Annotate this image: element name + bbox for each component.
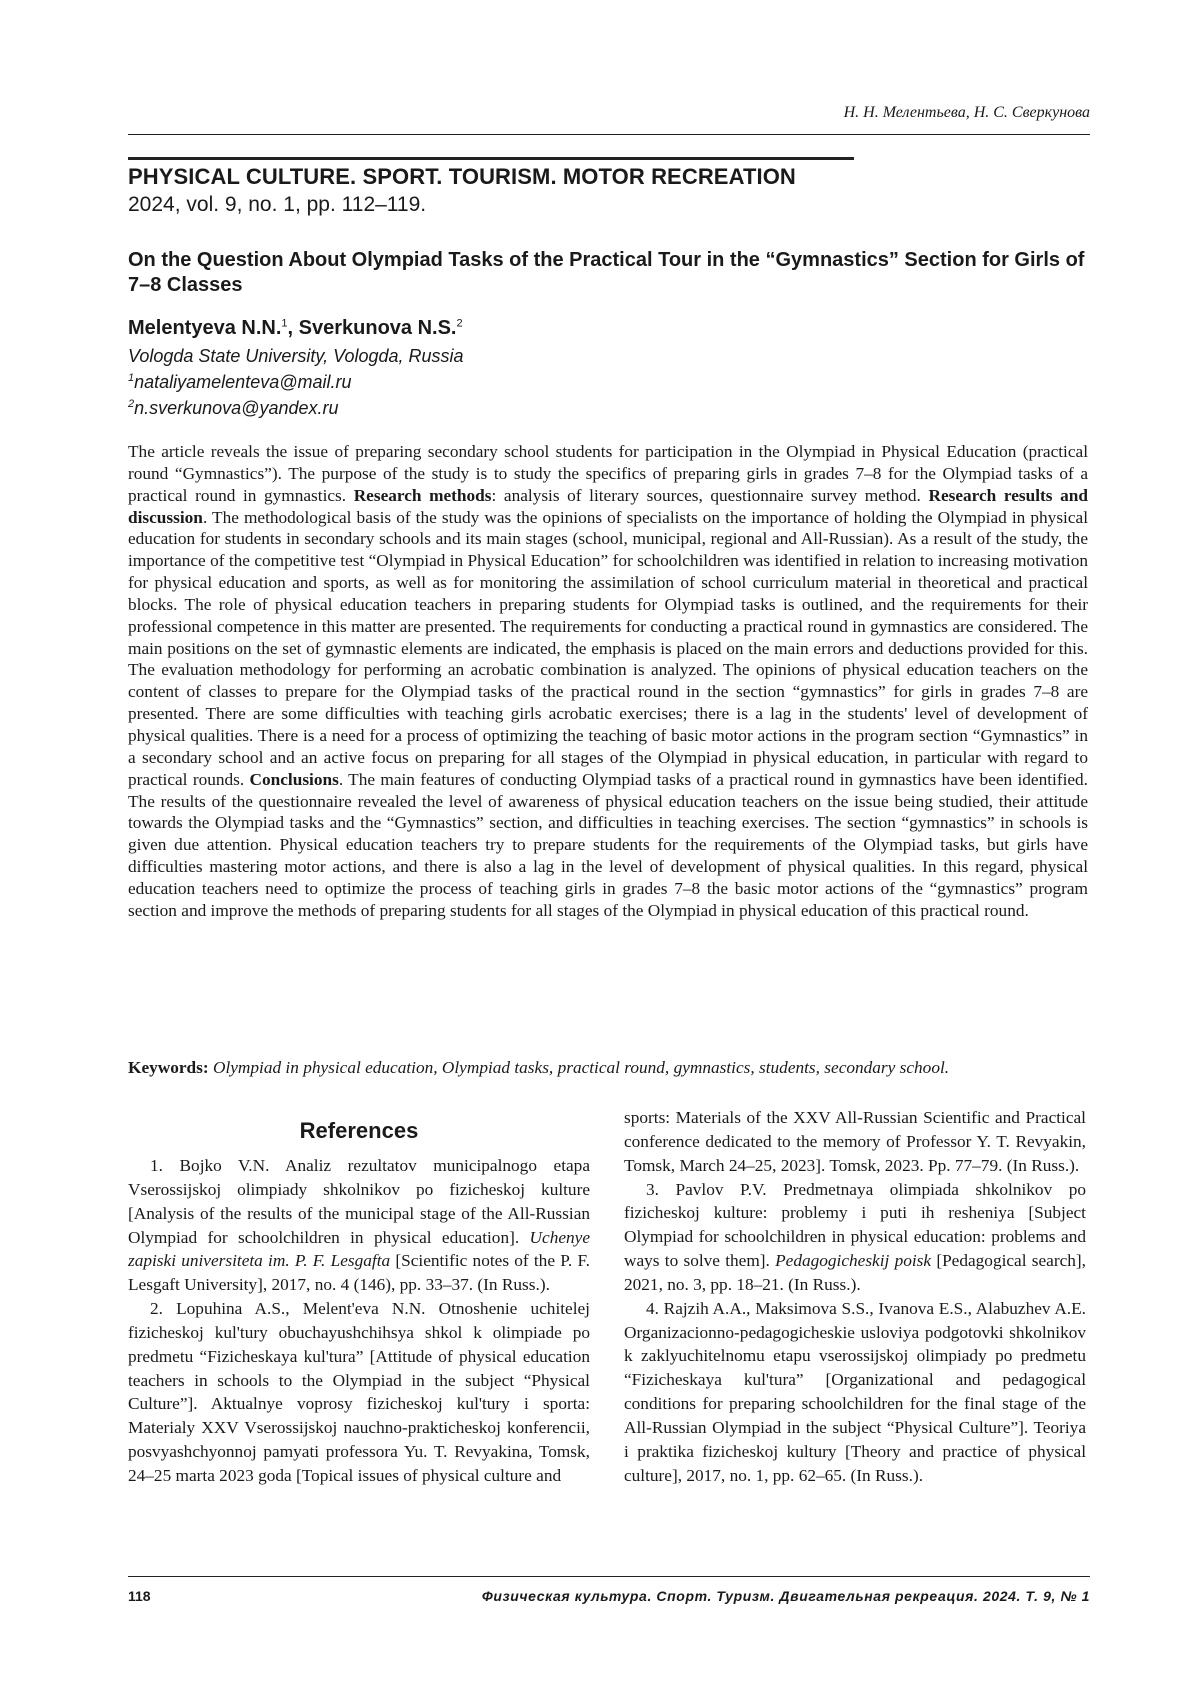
authors: [128, 317, 463, 340]
abstract: [128, 441, 1088, 922]
author-2: Sverkunova N.S.: [298, 317, 457, 339]
reference-2: [128, 1297, 590, 1488]
footer-journal-title: Физическая культура. Спорт. Туризм. Двигательная рекреация. 2024. Т. 9, № 1: [481, 1588, 1090, 1604]
footer-divider: [128, 1576, 1090, 1577]
reference-2-continued: sports: Materials of the XXV All-Russian Scientific and Practical conference dedicated to the memory of Professor Y. T. Revyakin, Tomsk, March 24–25, 2023]. Tomsk, 2023. Pp. 77–79. (In Russ.).: [624, 1108, 1086, 1175]
running-head: Н. Н. Мелентьева, Н. С. Сверкунова: [843, 104, 1090, 121]
keywords-label: Keywords:: [128, 1058, 209, 1077]
email-1[interactable]: [128, 372, 352, 393]
email-1-index: 1: [128, 372, 135, 384]
abstract-conclusions: . The main features of conducting Olympiad tasks of a practical round in gymnastics have been identified. The results of the questionnaire revealed the level of awareness of physical education teachers on the issue being studied, their attitude towards the Olympiad tasks and the “Gymnastics” section, and difficulties in teaching exercises. The section “gymnastics” in schools is given due attention. Physical education teachers try to prepare students for the requirements of the Olympiad tasks, but girls have difficulties mastering motor actions, and there is also a lag in the level of development of physical qualities. In this regard, physical education teachers need to optimize the process of teaching girls in grades 7–8 the basic motor actions of the “gymnastics” program section and improve the methods of preparing students for all stages of the Olympiad in physical education of this practical round.: [128, 769, 1089, 920]
conclusions-label: Conclusions: [249, 769, 339, 789]
keywords: [128, 1058, 1088, 1078]
article-title: On the Question About Olympiad Tasks of the Practical Tour in the “Gymnastics” Section for Girls of 7–8 Classes: [128, 249, 1085, 296]
reference-3: [624, 1178, 1086, 1297]
email-2-index: 2: [128, 398, 135, 410]
reference-3-tail: [Pedagogical search], 2021, no. 3, pp. 18–21. (In Russ.).: [624, 1251, 1086, 1294]
reference-1-journal: Uchenye zapiski universiteta im. P. F. Lesgafta: [128, 1227, 590, 1271]
author-2-index: 2: [456, 317, 463, 330]
journal-issue: 2024, vol. 9, no. 1, pp. 112–119.: [128, 193, 427, 216]
journal-title: PHYSICAL CULTURE. SPORT. TOURISM. MOTOR RECREATION: [128, 164, 796, 189]
reference-1: [128, 1154, 590, 1297]
references-column-left: [128, 1154, 590, 1488]
page-number: 118: [128, 1588, 151, 1604]
reference-4: [624, 1297, 1086, 1488]
reference-3-journal: Pedagogicheskij poisk: [775, 1251, 932, 1271]
author-separator: ,: [287, 317, 299, 339]
abstract-intro: The article reveals the issue of preparing secondary school students for participation in the Olympiad in Physical Education (practical round “Gymnastics”). The purpose of the study is to study the specifics of preparing girls in grades 7–8 for the Olympiad tasks of a practical round in gymnastics.: [128, 442, 1088, 505]
email-1-address[interactable]: nataliyamelenteva@mail.ru: [134, 372, 352, 392]
methods-label: Research methods: [353, 485, 492, 505]
reference-1-main: 1. Bojko V.N. Analiz rezultatov municipalnogo etapa Vserossijskoj olimpiady shkolnikov po fizicheskoj kulture [Analysis of the results of the municipal stage of the All-Russian Olympiad for schoolchildren in physical education].: [128, 1156, 590, 1247]
reference-1-tail: [Scientific notes of the P. F. Lesgaft University], 2017, no. 4 (146), pp. 33–37. (In Russ.).: [128, 1251, 590, 1295]
keywords-text: Olympiad in physical education, Olympiad tasks, practical round, gymnastics, students, secondary school.: [208, 1058, 950, 1077]
email-2-address[interactable]: n.sverkunova@yandex.ru: [134, 398, 339, 418]
author-1: Melentyeva N.N.: [128, 317, 282, 339]
reference-2-main: 2. Lopuhina A.S., Melent'eva N.N. Otnoshenie uchitelej fizicheskoj kul'tury obuchayushchihsya shkol k olimpiade po predmetu “Fizicheskaya kul'tura” [Attitude of physical education teachers in schools to the Olympiad in the subject “Physical Culture”]. Aktualnye voprosy fizicheskoj kul'tury i sporta: Materialy XXV Vserossijskoj nauchno-prakticheskoj konferencii, posvyashchyonnoj pamyati professora Yu. T. Revyakina, Tomsk, 24–25 marta 2023 goda [Topical issues of physical culture and: [128, 1299, 590, 1485]
author-1-index: 1: [281, 317, 288, 330]
journal-title-rule: [128, 157, 854, 160]
header-divider: [128, 134, 1090, 135]
results-label: Research results and discussion: [128, 485, 1088, 527]
abstract-results: . The methodological basis of the study was the opinions of specialists on the importance of holding the Olympiad in physical education for students in secondary schools and its main stages (school, municipal, regional and All-Russian). As a result of the study, the importance of the competitive test “Olympiad in Physical Education” for schoolchildren was identified in relation to increasing motivation for physical education and sports, as well as for monitoring the assimilation of school curriculum material in theoretical and practical blocks. The role of physical education teachers in preparing students for Olympiad tasks is outlined, and the requirements for their professional competence in this matter are presented. The requirements for conducting a practical round in gymnastics are considered. The main positions on the set of gymnastic elements are indicated, the emphasis is placed on the main errors and deductions provided for this. The evaluation methodology for performing an acrobatic combination is analyzed. The opinions of physical education teachers on the content of classes to prepare for the Olympiad tasks of the practical round in the section “gymnastics” for girls in grades 7–8 are presented. There are some difficulties with teaching girls acrobatic exercises; there is a lag in the students' level of development of physical qualities. There is a need for a process of optimizing the teaching of basic motor actions in the program section “Gymnastics” in a secondary school and an active focus on preparing for all stages of the Olympiad in physical education, in particular with regard to practical rounds.: [128, 507, 1088, 789]
abstract-methods: : analysis of literary sources, questionnaire survey method.: [491, 485, 929, 505]
affiliation: Vologda State University, Vologda, Russia: [128, 346, 464, 366]
reference-4-main: 4. Rajzih A.A., Maksimova S.S., Ivanova E.S., Alabuzhev A.E. Organizacionno-pedagogicheskie usloviya podgotovki shkolnikov k zaklyuchitelnomu etapu vserossijskoj olimpiady po predmetu “Fizicheskaya kul'tura” [Organizational and pedagogical conditions for preparing schoolchildren for the final stage of the All-Russian Olympiad in the subject “Physical Culture”]. Teoriya i praktika fizicheskoj kultury [Theory and practice of physical culture], 2017, no. 1, pp. 62–65. (In Russ.).: [624, 1298, 1086, 1485]
references-column-right: [624, 1106, 1086, 1488]
references-heading: References: [299, 1118, 419, 1143]
email-2[interactable]: [128, 398, 339, 419]
reference-3-main: 3. Pavlov P.V. Predmetnaya olimpiada shkolnikov po fizicheskoj kulture: problemy i puti ih resheniya [Subject Olympiad for schoolchildren in physical education: problems and ways to solve them].: [624, 1179, 1086, 1271]
